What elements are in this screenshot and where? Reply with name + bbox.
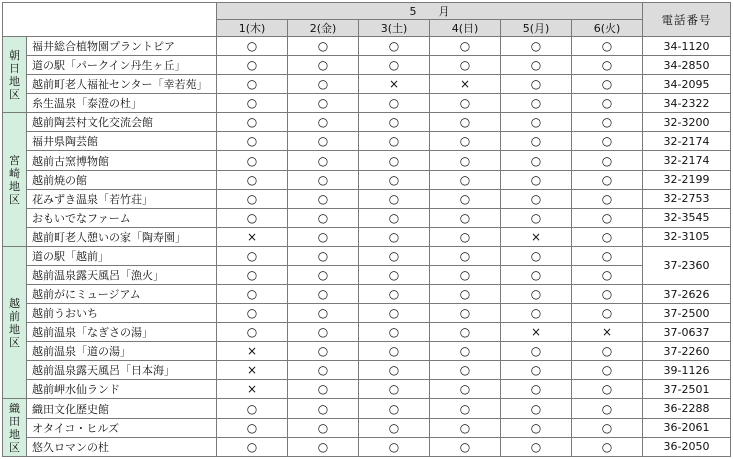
closed-mark: × xyxy=(501,227,572,246)
table-row xyxy=(3,285,731,304)
open-mark: ○ xyxy=(217,418,288,437)
open-mark: ○ xyxy=(217,304,288,323)
phone-number: 34-1120 xyxy=(643,37,731,56)
open-mark: ○ xyxy=(572,37,643,56)
open-mark: ○ xyxy=(572,265,643,284)
facility-name: 越前温泉露天風呂「日本海」 xyxy=(27,361,217,380)
open-mark: ○ xyxy=(288,75,359,94)
table-row xyxy=(3,227,731,246)
open-mark: ○ xyxy=(359,94,430,113)
open-mark: ○ xyxy=(501,132,572,151)
district-text: 織田地区 xyxy=(9,401,20,454)
open-mark: ○ xyxy=(501,246,572,265)
table-row xyxy=(3,170,731,189)
open-mark: ○ xyxy=(572,399,643,418)
open-mark: ○ xyxy=(501,170,572,189)
open-mark: ○ xyxy=(288,285,359,304)
facility-schedule-table xyxy=(2,2,731,457)
district-text: 越前地区 xyxy=(9,296,20,349)
day-header: 3(土) xyxy=(359,20,430,37)
district-text: 宮崎地区 xyxy=(9,153,20,206)
open-mark: ○ xyxy=(217,132,288,151)
facility-name: 越前町老人憩いの家「陶寿園」 xyxy=(27,227,217,246)
open-mark: ○ xyxy=(501,437,572,456)
table-row xyxy=(3,56,731,75)
open-mark: ○ xyxy=(572,94,643,113)
open-mark: ○ xyxy=(430,170,501,189)
closed-mark: × xyxy=(430,75,501,94)
open-mark: ○ xyxy=(288,342,359,361)
open-mark: ○ xyxy=(359,189,430,208)
facility-name: 越前温泉露天風呂「漁火」 xyxy=(27,265,217,284)
phone-number: 32-2174 xyxy=(643,132,731,151)
open-mark: ○ xyxy=(430,265,501,284)
table-body xyxy=(3,37,731,457)
open-mark: ○ xyxy=(359,151,430,170)
district-label xyxy=(3,37,27,113)
open-mark: ○ xyxy=(430,418,501,437)
open-mark: ○ xyxy=(359,437,430,456)
open-mark: ○ xyxy=(217,437,288,456)
open-mark: ○ xyxy=(501,37,572,56)
open-mark: ○ xyxy=(217,113,288,132)
open-mark: ○ xyxy=(430,208,501,227)
open-mark: ○ xyxy=(430,323,501,342)
phone-number: 37-2501 xyxy=(643,380,731,399)
open-mark: ○ xyxy=(359,323,430,342)
phone-number: 34-2095 xyxy=(643,75,731,94)
table-row xyxy=(3,75,731,94)
table-row xyxy=(3,399,731,418)
facility-name: 越前うおいち xyxy=(27,304,217,323)
facility-name: 織田文化歴史館 xyxy=(27,399,217,418)
open-mark: ○ xyxy=(217,94,288,113)
open-mark: ○ xyxy=(501,75,572,94)
open-mark: ○ xyxy=(430,189,501,208)
open-mark: ○ xyxy=(359,399,430,418)
open-mark: ○ xyxy=(288,304,359,323)
open-mark: ○ xyxy=(572,151,643,170)
open-mark: ○ xyxy=(572,437,643,456)
open-mark: ○ xyxy=(501,342,572,361)
table-row xyxy=(3,208,731,227)
open-mark: ○ xyxy=(572,285,643,304)
open-mark: ○ xyxy=(430,304,501,323)
facility-name: 悠久ロマンの杜 xyxy=(27,437,217,456)
open-mark: ○ xyxy=(501,113,572,132)
open-mark: ○ xyxy=(572,418,643,437)
open-mark: ○ xyxy=(217,56,288,75)
open-mark: ○ xyxy=(572,246,643,265)
open-mark: ○ xyxy=(572,75,643,94)
open-mark: ○ xyxy=(572,342,643,361)
phone-number: 32-2753 xyxy=(643,189,731,208)
open-mark: ○ xyxy=(359,113,430,132)
phone-number: 32-3200 xyxy=(643,113,731,132)
table-row xyxy=(3,323,731,342)
open-mark: ○ xyxy=(501,151,572,170)
open-mark: ○ xyxy=(572,189,643,208)
facility-name: おもいでなファーム xyxy=(27,208,217,227)
open-mark: ○ xyxy=(217,285,288,304)
table-row xyxy=(3,380,731,399)
closed-mark: × xyxy=(217,342,288,361)
open-mark: ○ xyxy=(501,208,572,227)
phone-number: 37-2360 xyxy=(643,246,731,284)
phone-number: 32-2174 xyxy=(643,151,731,170)
district-label xyxy=(3,113,27,247)
open-mark: ○ xyxy=(430,94,501,113)
open-mark: ○ xyxy=(217,37,288,56)
open-mark: ○ xyxy=(359,285,430,304)
facility-name: 糸生温泉「泰澄の杜」 xyxy=(27,94,217,113)
month-header: 5 月 xyxy=(217,3,643,20)
open-mark: ○ xyxy=(217,246,288,265)
phone-number: 37-2626 xyxy=(643,285,731,304)
open-mark: ○ xyxy=(359,56,430,75)
phone-number: 37-2260 xyxy=(643,342,731,361)
open-mark: ○ xyxy=(501,265,572,284)
phone-number: 36-2288 xyxy=(643,399,731,418)
open-mark: ○ xyxy=(288,399,359,418)
open-mark: ○ xyxy=(288,94,359,113)
day-header: 2(金) xyxy=(288,20,359,37)
phone-number: 37-0637 xyxy=(643,323,731,342)
open-mark: ○ xyxy=(572,304,643,323)
open-mark: ○ xyxy=(572,113,643,132)
table-row xyxy=(3,418,731,437)
open-mark: ○ xyxy=(572,380,643,399)
open-mark: ○ xyxy=(288,418,359,437)
open-mark: ○ xyxy=(217,170,288,189)
district-text: 朝日地区 xyxy=(9,48,20,101)
open-mark: ○ xyxy=(430,246,501,265)
open-mark: ○ xyxy=(217,151,288,170)
facility-name: 道の駅「越前」 xyxy=(27,246,217,265)
open-mark: ○ xyxy=(572,56,643,75)
facility-name: 福井総合植物園プラントピア xyxy=(27,37,217,56)
open-mark: ○ xyxy=(288,380,359,399)
open-mark: ○ xyxy=(359,37,430,56)
open-mark: ○ xyxy=(288,265,359,284)
table-row xyxy=(3,37,731,56)
header-blank-cell xyxy=(3,3,217,37)
open-mark: ○ xyxy=(359,361,430,380)
closed-mark: × xyxy=(217,380,288,399)
open-mark: ○ xyxy=(217,265,288,284)
open-mark: ○ xyxy=(430,56,501,75)
facility-name: 越前岬水仙ランド xyxy=(27,380,217,399)
open-mark: ○ xyxy=(217,208,288,227)
facility-name: 越前町老人福祉センター「幸若苑」 xyxy=(27,75,217,94)
open-mark: ○ xyxy=(430,132,501,151)
facility-name: 越前温泉「道の湯」 xyxy=(27,342,217,361)
open-mark: ○ xyxy=(359,208,430,227)
open-mark: ○ xyxy=(288,227,359,246)
open-mark: ○ xyxy=(359,418,430,437)
open-mark: ○ xyxy=(501,361,572,380)
table-row xyxy=(3,361,731,380)
open-mark: ○ xyxy=(430,151,501,170)
table-row xyxy=(3,132,731,151)
phone-number: 36-2061 xyxy=(643,418,731,437)
open-mark: ○ xyxy=(359,304,430,323)
open-mark: ○ xyxy=(288,323,359,342)
open-mark: ○ xyxy=(288,246,359,265)
table-row xyxy=(3,437,731,456)
phone-number: 32-3545 xyxy=(643,208,731,227)
open-mark: ○ xyxy=(572,227,643,246)
phone-number: 37-2500 xyxy=(643,304,731,323)
district-label xyxy=(3,399,27,457)
facility-name: オタイコ・ヒルズ xyxy=(27,418,217,437)
day-header: 4(日) xyxy=(430,20,501,37)
phone-number: 34-2850 xyxy=(643,56,731,75)
open-mark: ○ xyxy=(288,361,359,380)
day-header: 1(木) xyxy=(217,20,288,37)
table-row xyxy=(3,304,731,323)
open-mark: ○ xyxy=(430,380,501,399)
open-mark: ○ xyxy=(217,189,288,208)
open-mark: ○ xyxy=(430,113,501,132)
open-mark: ○ xyxy=(288,151,359,170)
district-label xyxy=(3,246,27,399)
open-mark: ○ xyxy=(359,170,430,189)
facility-name: 越前陶芸村文化交流会館 xyxy=(27,113,217,132)
open-mark: ○ xyxy=(501,399,572,418)
open-mark: ○ xyxy=(430,361,501,380)
closed-mark: × xyxy=(572,323,643,342)
phone-number: 32-3105 xyxy=(643,227,731,246)
open-mark: ○ xyxy=(288,37,359,56)
facility-name: 花みずき温泉「若竹荘」 xyxy=(27,189,217,208)
phone-number: 36-2050 xyxy=(643,437,731,456)
closed-mark: × xyxy=(217,361,288,380)
open-mark: ○ xyxy=(430,342,501,361)
open-mark: ○ xyxy=(572,170,643,189)
open-mark: ○ xyxy=(288,437,359,456)
table-row xyxy=(3,246,731,265)
facility-name: 越前がにミュージアム xyxy=(27,285,217,304)
facility-name: 道の駅「パークイン丹生ヶ丘」 xyxy=(27,56,217,75)
open-mark: ○ xyxy=(501,285,572,304)
table-row xyxy=(3,189,731,208)
open-mark: ○ xyxy=(288,132,359,151)
facility-name: 福井県陶芸館 xyxy=(27,132,217,151)
day-header: 5(月) xyxy=(501,20,572,37)
open-mark: ○ xyxy=(359,227,430,246)
open-mark: ○ xyxy=(288,189,359,208)
open-mark: ○ xyxy=(430,37,501,56)
closed-mark: × xyxy=(359,75,430,94)
facility-name: 越前温泉「なぎさの湯」 xyxy=(27,323,217,342)
open-mark: ○ xyxy=(572,361,643,380)
facility-name: 越前焼の館 xyxy=(27,170,217,189)
open-mark: ○ xyxy=(359,380,430,399)
table-row xyxy=(3,94,731,113)
open-mark: ○ xyxy=(359,246,430,265)
open-mark: ○ xyxy=(430,399,501,418)
open-mark: ○ xyxy=(501,304,572,323)
facility-name: 越前古窯博物館 xyxy=(27,151,217,170)
open-mark: ○ xyxy=(217,399,288,418)
table-row xyxy=(3,151,731,170)
open-mark: ○ xyxy=(501,56,572,75)
open-mark: ○ xyxy=(359,342,430,361)
open-mark: ○ xyxy=(288,113,359,132)
open-mark: ○ xyxy=(359,132,430,151)
open-mark: ○ xyxy=(359,265,430,284)
table-row xyxy=(3,265,731,284)
open-mark: ○ xyxy=(430,437,501,456)
phone-number: 34-2322 xyxy=(643,94,731,113)
table-row xyxy=(3,113,731,132)
day-header: 6(火) xyxy=(572,20,643,37)
open-mark: ○ xyxy=(501,189,572,208)
closed-mark: × xyxy=(217,227,288,246)
open-mark: ○ xyxy=(288,56,359,75)
open-mark: ○ xyxy=(430,285,501,304)
phone-number: 39-1126 xyxy=(643,361,731,380)
open-mark: ○ xyxy=(288,170,359,189)
phone-number: 32-2199 xyxy=(643,170,731,189)
open-mark: ○ xyxy=(501,380,572,399)
open-mark: ○ xyxy=(288,208,359,227)
open-mark: ○ xyxy=(572,132,643,151)
table-row xyxy=(3,342,731,361)
table-header xyxy=(3,3,731,37)
open-mark: ○ xyxy=(430,227,501,246)
open-mark: ○ xyxy=(217,75,288,94)
open-mark: ○ xyxy=(572,208,643,227)
closed-mark: × xyxy=(501,323,572,342)
open-mark: ○ xyxy=(501,94,572,113)
open-mark: ○ xyxy=(217,323,288,342)
phone-header: 電話番号 xyxy=(643,3,731,37)
open-mark: ○ xyxy=(501,418,572,437)
